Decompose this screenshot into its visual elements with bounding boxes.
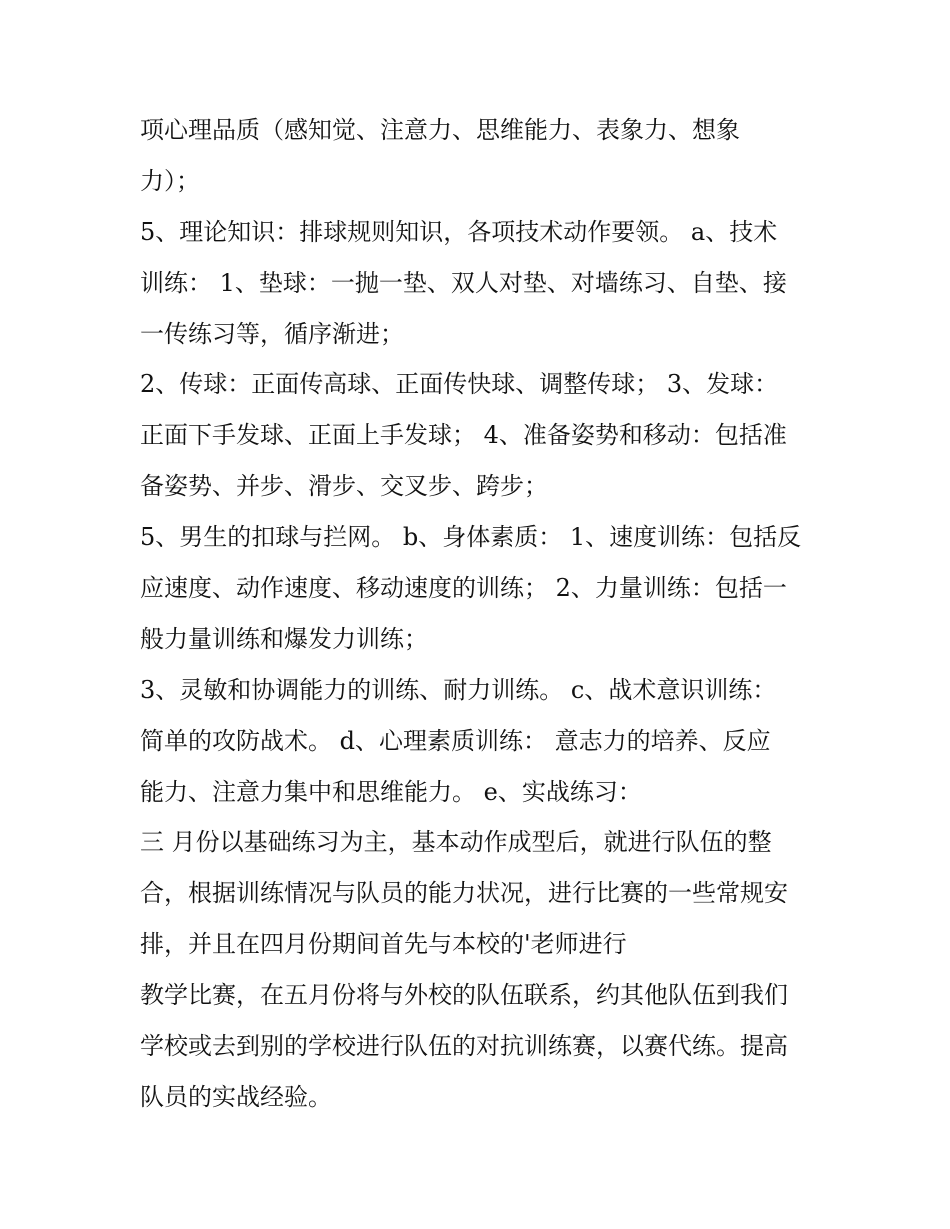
text-line: 正面下手发球、正面上手发球； 4、准备姿势和移动：包括准 [140, 421, 787, 450]
text-line: 5、男生的扣球与拦网。 b、身体素质： 1、速度训练：包括反 [140, 523, 802, 552]
text-line: 般力量训练和爆发力训练； [140, 624, 428, 653]
text-line: 训练： 1、垫球：一抛一垫、双人对垫、对墙练习、自垫、接 [140, 268, 787, 297]
text-line: 教学比赛，在五月份将与外校的队伍联系，约其他队伍到我们 [140, 981, 788, 1010]
text-line: 合，根据训练情况与队员的能力状况，进行比赛的一些常规安 [140, 879, 788, 908]
text-line: 队员的实战经验。 [140, 1082, 332, 1111]
text-line: 排，并且在四月份期间首先与本校的'老师进行 [140, 930, 627, 959]
text-line: 3、灵敏和协调能力的训练、耐力训练。 c、战术意识训练： [140, 675, 777, 704]
text-line: 备姿势、并步、滑步、交叉步、跨步； [140, 472, 548, 501]
text-line: 应速度、动作速度、移动速度的训练； 2、力量训练：包括一 [140, 574, 787, 603]
text-line: 项心理品质（感知觉、注意力、思维能力、表象力、想象 [140, 116, 740, 144]
text-line: 三 月份以基础练习为主，基本动作成型后，就进行队伍的整 [140, 828, 772, 857]
text-line: 力）； [140, 166, 200, 195]
text-line: 5、理论知识：排球规则知识，各项技术动作要领。 a、技术 [140, 217, 778, 246]
text-line: 2、传球：正面传高球、正面传快球、调整传球； 3、发球： [140, 370, 779, 399]
body-text [140, 105, 820, 1123]
text-line: 学校或去到别的学校进行队伍的对抗训练赛，以赛代练。提高 [140, 1032, 788, 1061]
text-line: 能力、注意力集中和思维能力。 e、实战练习： [140, 777, 642, 806]
text-line: 简单的攻防战术。 d、心理素质训练： 意志力的培养、反应 [140, 726, 771, 755]
text-line: 一传练习等，循序渐进； [140, 319, 404, 348]
